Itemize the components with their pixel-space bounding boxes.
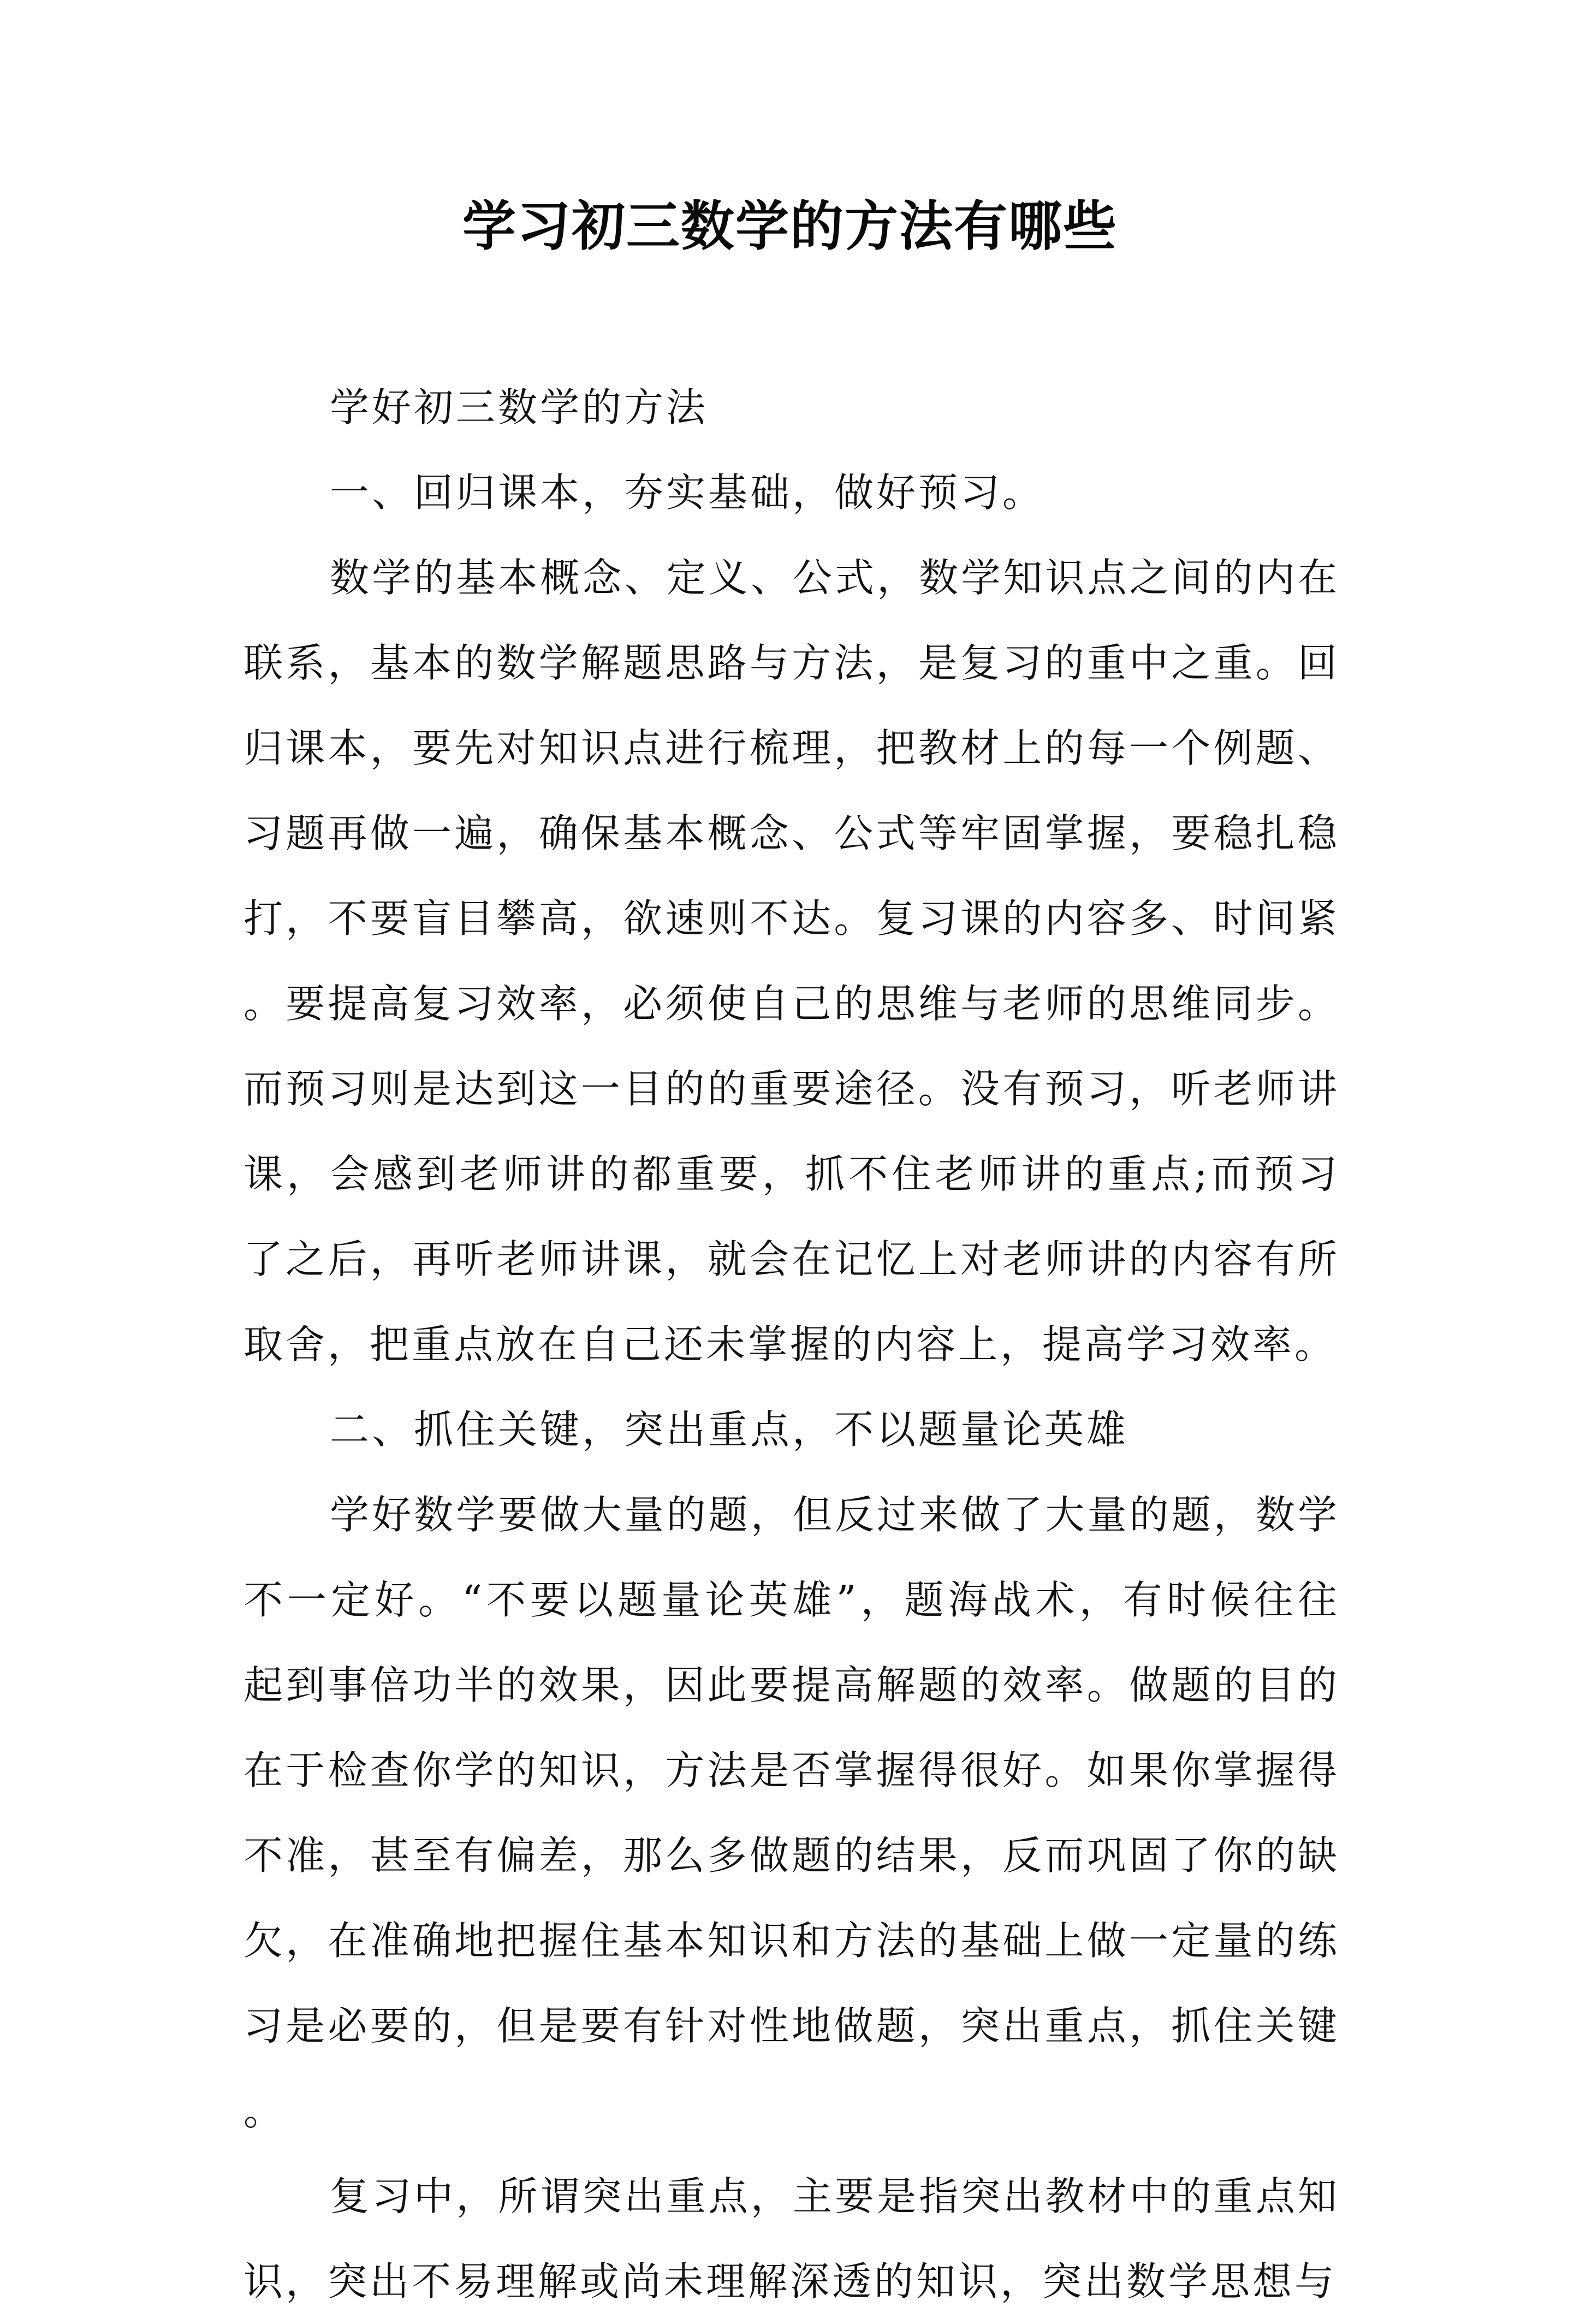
paragraph: 学好数学要做大量的题，但反过来做了大量的题，数学不一定好。“不要以题量论英雄”，题海战术，有时候往往起到事倍功半的效果，因此要提高解题的效率。做题的目的在于检查你学的知识，方法是否掌握得很好。如果你掌握得不准，甚至有偏差，那么多做题的结果，反而巩固了你的缺欠，在准确地把握住基本知识和方法的基础上做一定量的练习是必要的，但是要有针对性地做题，突出重点，抓住关键。 (243, 1492, 1340, 2134)
paragraph: 复习中，所谓突出重点，主要是指突出教材中的重点知识，突出不易理解或尚未理解深透的知识，突出数学思想与 (243, 2173, 1340, 2304)
document-title: 学习初三数学的方法有哪些 (462, 195, 1118, 258)
subheading-one: 一、回归课本，夯实基础，做好预习。 (330, 470, 1045, 515)
section-heading: 学好初三数学的方法 (330, 384, 709, 430)
paragraph: 数学的基本概念、定义、公式，数学知识点之间的内在联系，基本的数学解题思路与方法，是复习的重中之重。回归课本，要先对知识点进行梳理，把教材上的每一个例题、习题再做一遍，确保基本概念、公式等牢固掌握，要稳扎稳打，不要盲目攀高，欲速则不达。复习课的内容多、时间紧。要提高复习效率，必须使自己的思维与老师的思维同步。而预习则是达到这一目的的重要途径。没有预习，听老师讲课，会感到老师讲的都重要，抓不住老师讲的重点;而预习了之后，再听老师讲课，就会在记忆上对老师讲的内容有所取舍，把重点放在自己还未掌握的内容上，提高学习效率。 (243, 555, 1340, 1367)
document-body (243, 365, 1340, 2324)
subheading-two: 二、抓住关键，突出重点，不以题量论英雄 (330, 1407, 1129, 1452)
